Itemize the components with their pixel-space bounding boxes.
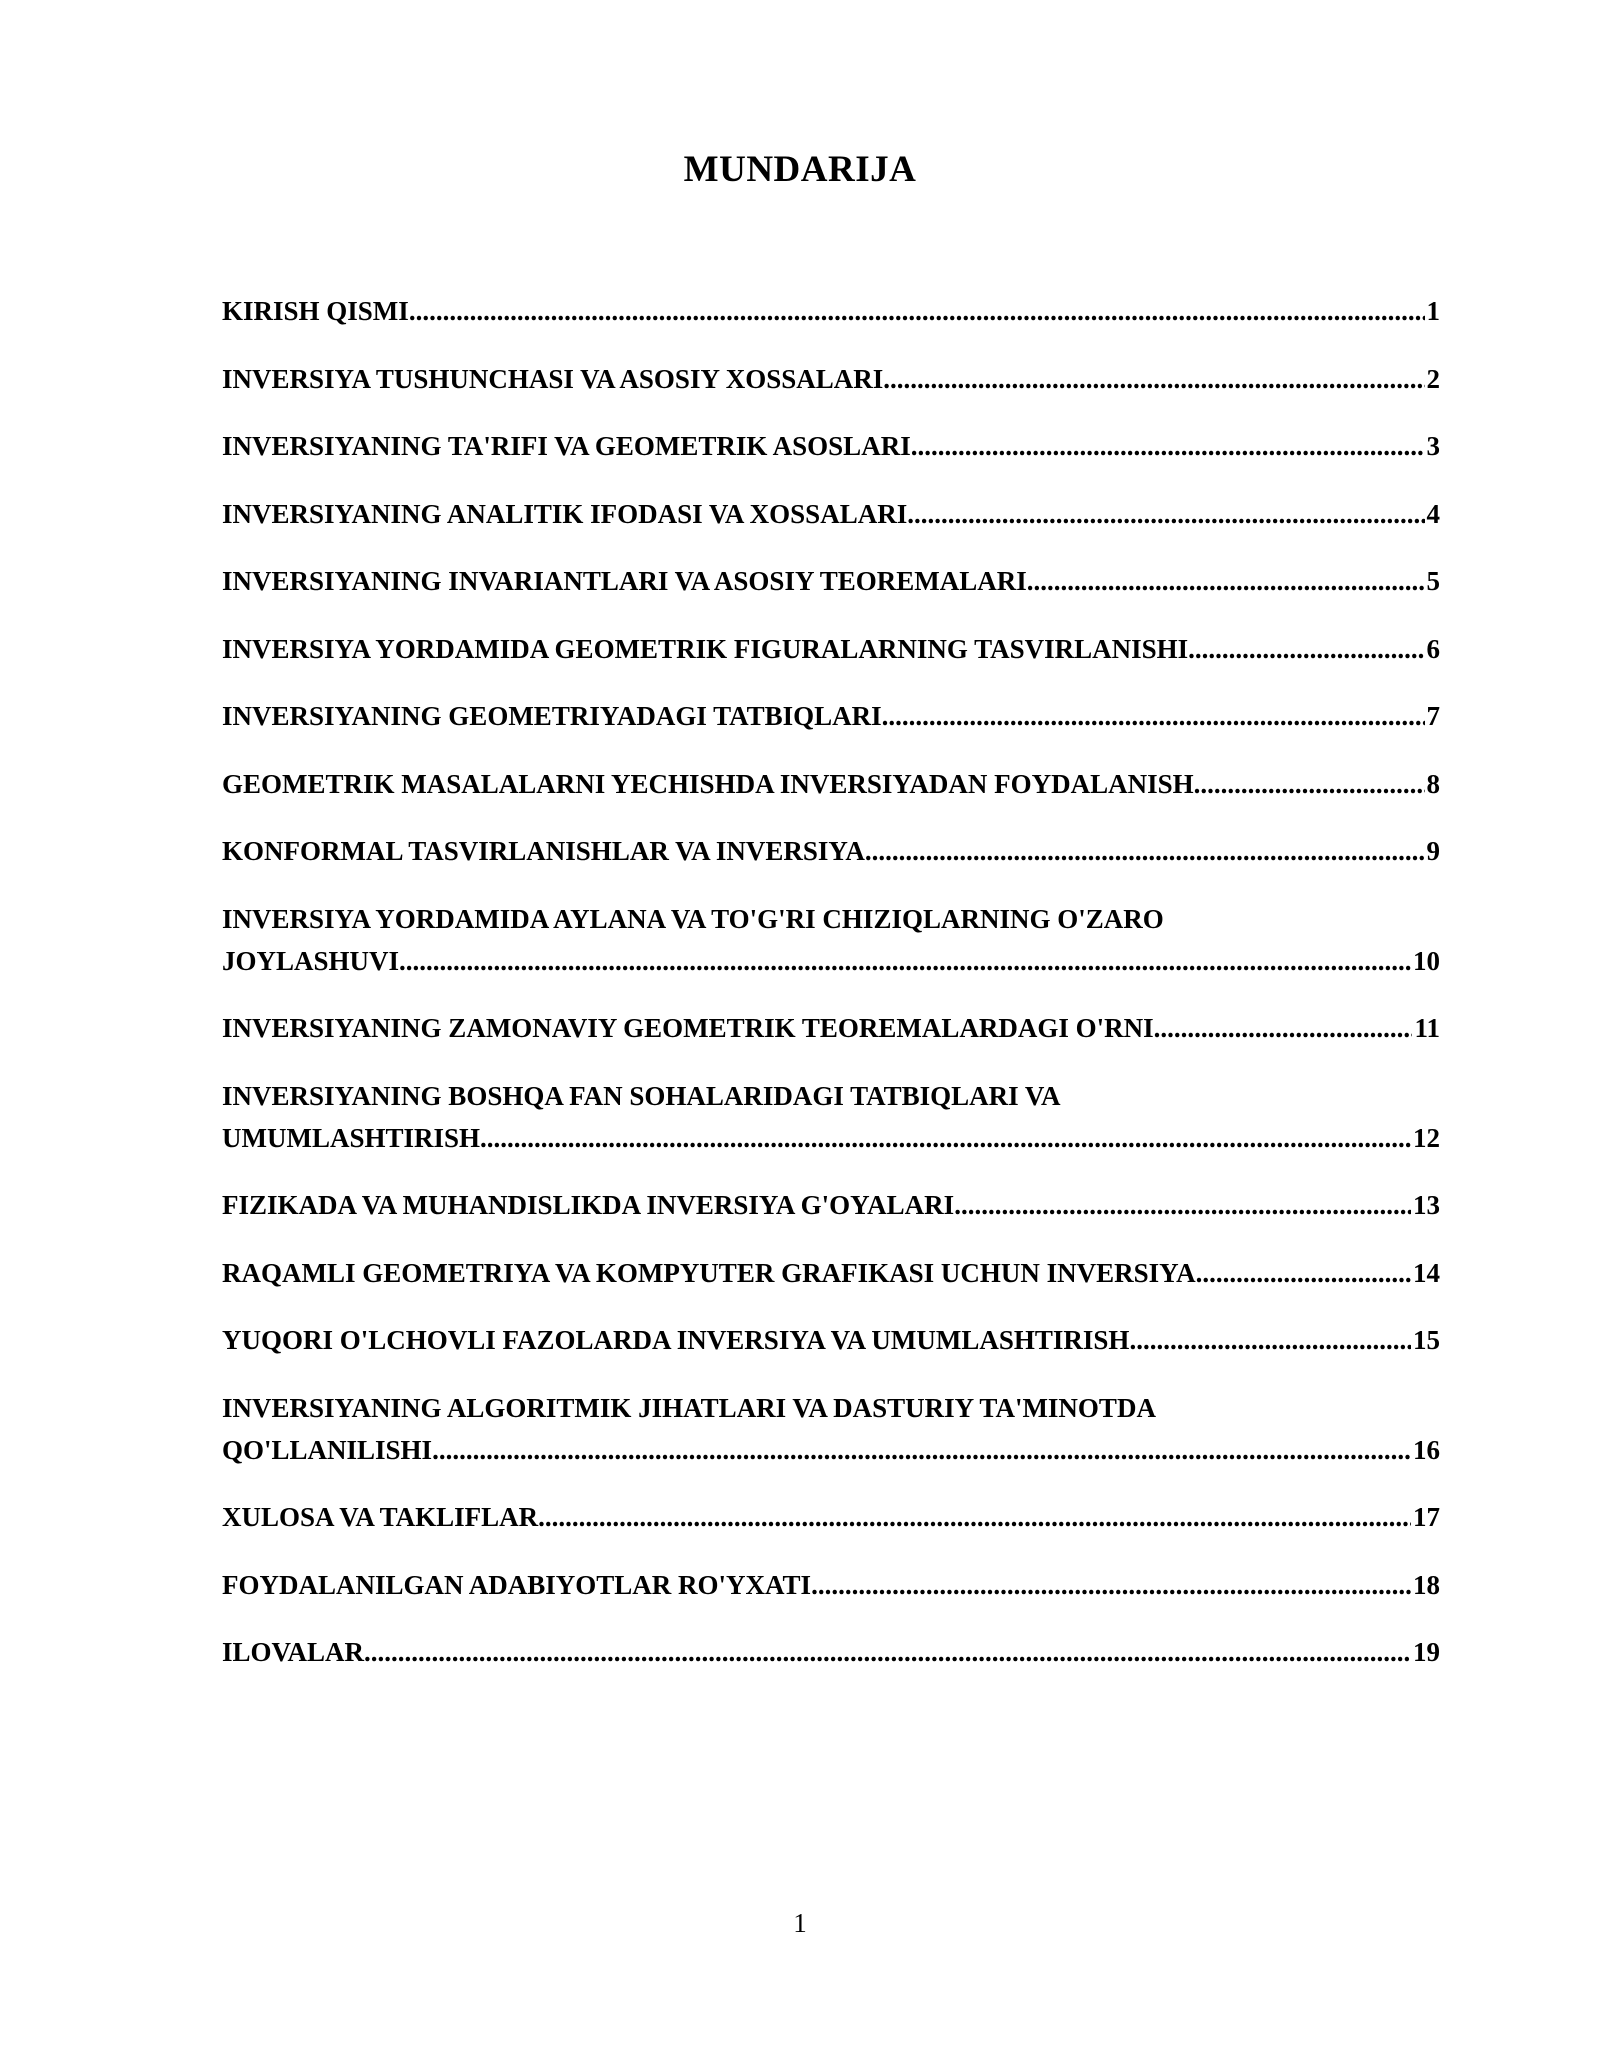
toc-entry-title: KIRISH QISMI — [222, 296, 409, 326]
toc-entry-title: XULOSA VA TAKLIFLAR — [222, 1502, 539, 1532]
toc-entry-line — [222, 1252, 1440, 1294]
toc-entry-page: 8 — [1426, 768, 1440, 799]
toc-entry-title: INVERSIYANING BOSHQA FAN SOHALARIDAGI TATBIQLARI VA — [222, 1080, 1061, 1111]
toc-entry-title: INVERSIYANING INVARIANTLARI VA ASOSIY TEOREMALARI — [222, 566, 1027, 596]
toc-entry-title: ILOVALAR — [222, 1637, 365, 1667]
toc-entry[interactable] — [222, 493, 1440, 535]
toc-entry[interactable] — [222, 560, 1440, 602]
toc-dot-leader — [538, 1496, 1411, 1538]
toc-entry-line — [222, 560, 1440, 602]
toc-entry[interactable] — [222, 1252, 1440, 1294]
toc-dot-leader — [1194, 763, 1425, 805]
toc-entry-title: INVERSIYANING GEOMETRIYADAGI TATBIQLARI — [222, 701, 882, 731]
toc-entry[interactable] — [222, 1496, 1440, 1538]
toc-entry-page: 2 — [1426, 363, 1440, 394]
toc-entry[interactable] — [222, 1075, 1440, 1159]
toc-entry-page: 1 — [1426, 296, 1440, 326]
toc-dot-leader — [1154, 1007, 1413, 1049]
page-title: MUNDARIJA — [683, 149, 917, 190]
toc-dot-leader — [1129, 1319, 1411, 1361]
toc-entry-line — [222, 940, 1440, 982]
toc-entry-line — [222, 763, 1440, 805]
toc-entry-line — [222, 290, 1440, 332]
toc-entry[interactable] — [222, 425, 1440, 467]
toc-entry-page: 17 — [1413, 1502, 1440, 1532]
toc-dot-leader — [907, 493, 1424, 535]
toc-dot-leader — [1188, 628, 1424, 670]
toc-dot-leader — [911, 425, 1425, 467]
toc-entry[interactable] — [222, 628, 1440, 670]
toc-entry-line — [222, 898, 1440, 940]
toc-entry-line — [222, 493, 1440, 535]
toc-entry[interactable] — [222, 830, 1440, 872]
toc-dot-leader — [480, 1117, 1411, 1159]
toc-entry-title: YUQORI O'LCHOVLI FAZOLARDA INVERSIYA VA UMUMLASHTIRISH — [222, 1325, 1130, 1355]
toc-dot-leader — [865, 830, 1425, 872]
toc-entry-page: 12 — [1413, 1122, 1440, 1153]
toc-entry-page: 6 — [1426, 633, 1440, 664]
toc-entry-page: 3 — [1426, 431, 1440, 461]
toc-dot-leader — [409, 290, 1425, 332]
toc-dot-leader — [432, 1429, 1411, 1471]
toc-entry-title: QO'LLANILISHI — [222, 1434, 433, 1465]
toc-dot-leader — [954, 1184, 1411, 1226]
toc-entry-page: 13 — [1413, 1190, 1440, 1220]
toc-entry-title: INVERSIYANING TA'RIFI VA GEOMETRIK ASOSLARI — [222, 431, 911, 461]
toc-dot-leader — [399, 940, 1411, 982]
toc-entry-line — [222, 1631, 1440, 1673]
toc-entry-line — [222, 1387, 1440, 1429]
toc-entry-line — [222, 1429, 1440, 1471]
toc-dot-leader — [1196, 1252, 1411, 1294]
toc-entry-line — [222, 1564, 1440, 1606]
toc-dot-leader — [364, 1631, 1411, 1673]
toc-dot-leader — [1027, 560, 1425, 602]
toc-entry-title: INVERSIYANING ALGORITMIK JIHATLARI VA DASTURIY TA'MINOTDA — [222, 1392, 1156, 1423]
toc-entry-title: FIZIKADA VA MUHANDISLIKDA INVERSIYA G'OYALARI — [222, 1190, 955, 1220]
toc-dot-leader — [811, 1564, 1411, 1606]
toc-entry-title: KONFORMAL TASVIRLANISHLAR VA INVERSIYA — [222, 836, 865, 866]
toc-entry[interactable] — [222, 763, 1440, 805]
toc-entry[interactable] — [222, 290, 1440, 332]
toc-dot-leader — [882, 695, 1425, 737]
toc-entry-page: 16 — [1413, 1434, 1440, 1465]
toc-entry-line — [222, 695, 1440, 737]
table-of-contents — [222, 290, 1440, 1699]
toc-entry-line — [222, 1319, 1440, 1361]
toc-entry-line — [222, 1075, 1440, 1117]
toc-entry[interactable] — [222, 1184, 1440, 1226]
toc-entry[interactable] — [222, 695, 1440, 737]
toc-entry-page: 15 — [1413, 1325, 1440, 1355]
toc-entry[interactable] — [222, 1564, 1440, 1606]
toc-entry-line — [222, 425, 1440, 467]
toc-entry-title: INVERSIYA TUSHUNCHASI VA ASOSIY XOSSALARI — [222, 363, 884, 394]
toc-entry-page: 4 — [1426, 498, 1440, 529]
toc-entry-line — [222, 358, 1440, 400]
toc-entry-title: GEOMETRIK MASALALARNI YECHISHDA INVERSIYADAN FOYDALANISH — [222, 768, 1194, 799]
toc-entry-line — [222, 1496, 1440, 1538]
toc-entry-page: 14 — [1413, 1257, 1440, 1288]
toc-entry-title: INVERSIYA YORDAMIDA AYLANA VA TO'G'RI CHIZIQLARNING O'ZARO — [222, 903, 1164, 934]
toc-entry-page: 7 — [1426, 701, 1440, 731]
toc-entry[interactable] — [222, 358, 1440, 400]
page-number: 1 — [793, 1908, 807, 1938]
toc-entry[interactable] — [222, 1007, 1440, 1049]
toc-entry-page: 11 — [1414, 1013, 1440, 1043]
toc-entry-page: 9 — [1426, 836, 1440, 866]
toc-entry[interactable] — [222, 898, 1440, 982]
toc-entry[interactable] — [222, 1387, 1440, 1471]
toc-entry-line — [222, 628, 1440, 670]
toc-entry-title: INVERSIYANING ANALITIK IFODASI VA XOSSALARI — [222, 498, 908, 529]
toc-entry-title: JOYLASHUVI — [222, 945, 400, 976]
toc-entry-line — [222, 1007, 1440, 1049]
toc-dot-leader — [883, 358, 1424, 400]
toc-entry[interactable] — [222, 1631, 1440, 1673]
toc-entry-title: INVERSIYANING ZAMONAVIY GEOMETRIK TEOREMALARDAGI O'RNI — [222, 1013, 1154, 1043]
toc-entry-page: 10 — [1413, 945, 1440, 976]
toc-entry-title: UMUMLASHTIRISH — [222, 1122, 481, 1153]
toc-entry-title: INVERSIYA YORDAMIDA GEOMETRIK FIGURALARNING TASVIRLANISHI — [222, 633, 1189, 664]
toc-entry[interactable] — [222, 1319, 1440, 1361]
toc-entry-page: 19 — [1413, 1637, 1440, 1667]
toc-entry-page: 18 — [1413, 1569, 1440, 1600]
toc-entry-line — [222, 1117, 1440, 1159]
toc-entry-title: RAQAMLI GEOMETRIYA VA KOMPYUTER GRAFIKASI UCHUN INVERSIYA — [222, 1257, 1196, 1288]
toc-entry-line — [222, 1184, 1440, 1226]
toc-entry-title: FOYDALANILGAN ADABIYOTLAR RO'YXATI — [222, 1569, 812, 1600]
toc-entry-line — [222, 830, 1440, 872]
toc-entry-page: 5 — [1426, 566, 1440, 596]
